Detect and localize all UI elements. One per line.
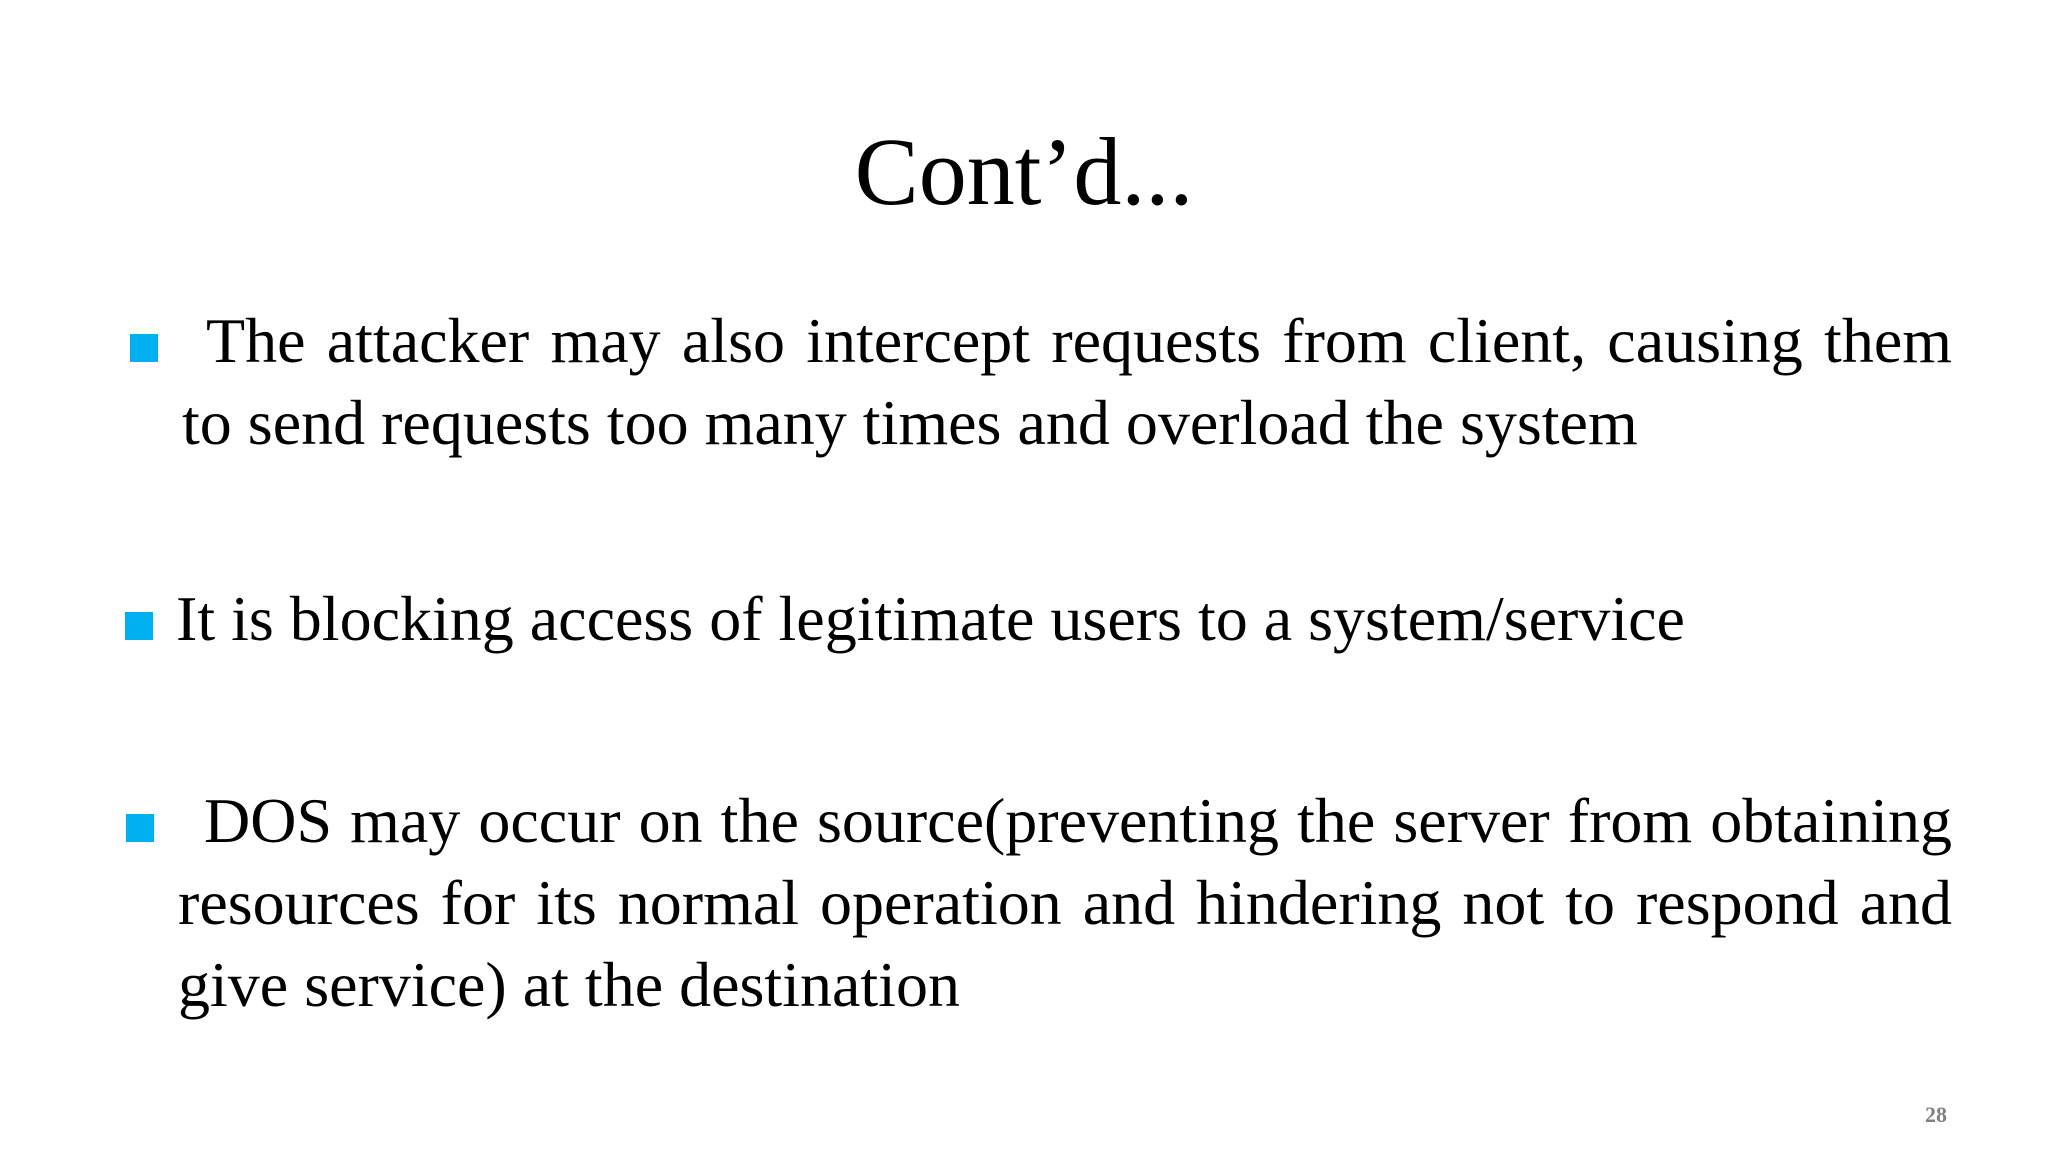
bullet-item [178, 780, 1952, 1026]
bullet-item [182, 300, 1952, 464]
bullet-text: DOS may occur on the source(preventing the server from obtaining resources for its normal operation and hindering not to respond and give service) at the destination [178, 785, 1952, 1020]
square-bullet-icon [126, 814, 154, 842]
bullet-text: It is blocking access of legitimate users to a system/service [176, 583, 1685, 654]
bullet-text: The attacker may also intercept requests from client, causing them to send requests too many times and overload the system [182, 305, 1952, 458]
page-number: 28 [1925, 1102, 1947, 1127]
bullet-item [176, 578, 1952, 660]
square-bullet-icon [130, 334, 158, 362]
square-bullet-icon [125, 612, 153, 640]
slide-title: Cont’d... [854, 118, 1194, 225]
